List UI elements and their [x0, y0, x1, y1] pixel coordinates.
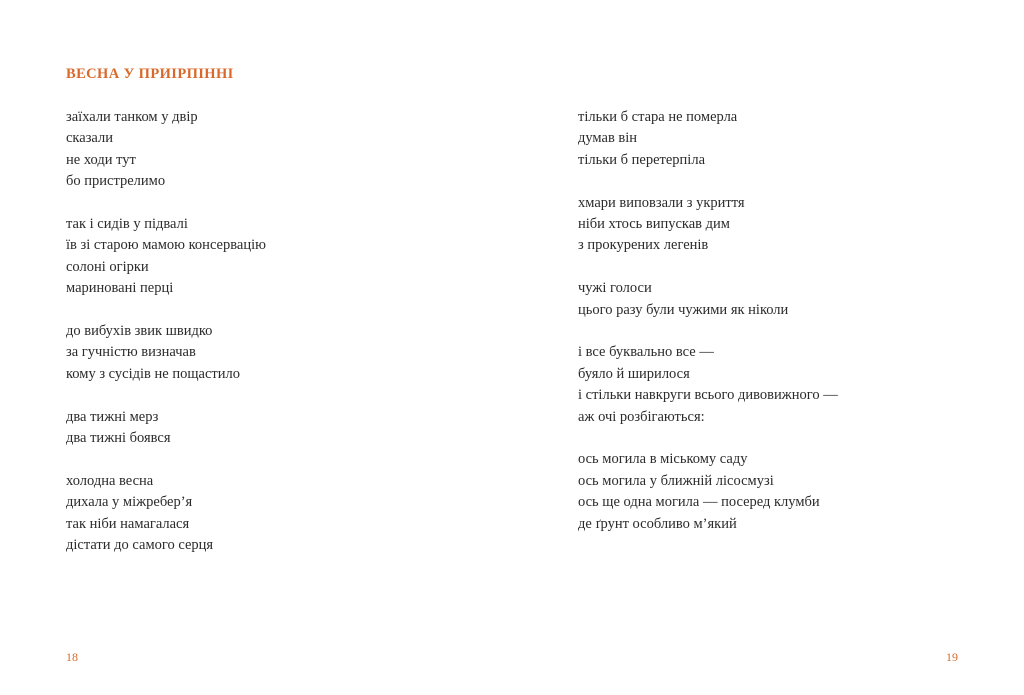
poem-line: ось могила у ближній лісосмузі	[578, 472, 774, 489]
stanza	[578, 278, 838, 321]
poem-line: ніби хтось випускав дим	[578, 216, 730, 233]
poem-line: холодна весна	[66, 472, 154, 489]
poem-line: так і сидів у підвалі	[66, 216, 188, 233]
poem-line: мариновані перці	[66, 280, 174, 297]
stanza	[66, 471, 266, 557]
stanza	[66, 407, 266, 450]
stanza	[66, 214, 266, 300]
poem-line: два тижні боявся	[66, 430, 171, 447]
poem-line: не ходи тут	[66, 151, 136, 168]
poem-line: тільки б стара не померла	[578, 109, 738, 125]
stanza	[66, 321, 266, 385]
stanza	[66, 107, 266, 193]
poem-line: і стільки навкруги всього дивовижного —	[578, 387, 838, 404]
poem-line: аж очі розбігаються:	[578, 408, 705, 425]
page-number-left: 18	[66, 650, 78, 664]
poem-line: чужі голоси	[578, 280, 652, 297]
poem-line: їв зі старою мамою консервацію	[66, 237, 266, 254]
poem-line: за гучністю визначав	[66, 344, 196, 361]
poem-line: кому з сусідів не пощастило	[66, 365, 240, 382]
poem-title: ВЕСНА У ПРИІРПІННІ	[66, 66, 234, 82]
poem-line: тільки б перетерпіла	[578, 151, 706, 168]
poem-line: бо пристрелимо	[66, 173, 166, 190]
poem-line: де ґрунт особливо м’який	[578, 515, 737, 532]
poem-line: з прокурених легенів	[578, 237, 709, 254]
poem-line: заїхали танком у двір	[66, 109, 198, 125]
poem-line: думав він	[578, 130, 638, 147]
stanza	[578, 342, 838, 428]
poem-line: до вибухів звик швидко	[66, 323, 213, 340]
poem-line: так ніби намагалася	[66, 515, 190, 532]
poem-line: два тижні мерз	[66, 408, 159, 425]
right-poem-column	[578, 107, 838, 556]
poem-line: дістати до самого серця	[66, 537, 214, 554]
right-page	[512, 0, 1024, 695]
poem-line: хмари виповзали з укриття	[578, 194, 745, 211]
stanza	[578, 107, 838, 171]
stanza	[578, 193, 838, 257]
page-number-right: 19	[946, 650, 958, 664]
poem-line: дихала у міжребер’я	[66, 494, 193, 511]
poem-line: солоні огірки	[66, 258, 149, 275]
poem-line: ось ще одна могила — посеред клумби	[578, 494, 820, 511]
poem-line: ось могила в міському саду	[578, 451, 748, 468]
poem-line: буяло й ширилося	[578, 365, 690, 382]
poem-line: цього разу були чужими як ніколи	[578, 301, 789, 318]
poem-line: сказали	[66, 130, 113, 147]
left-poem-column	[66, 107, 266, 578]
poem-line: і все буквально все —	[578, 344, 714, 361]
stanza	[578, 449, 838, 535]
